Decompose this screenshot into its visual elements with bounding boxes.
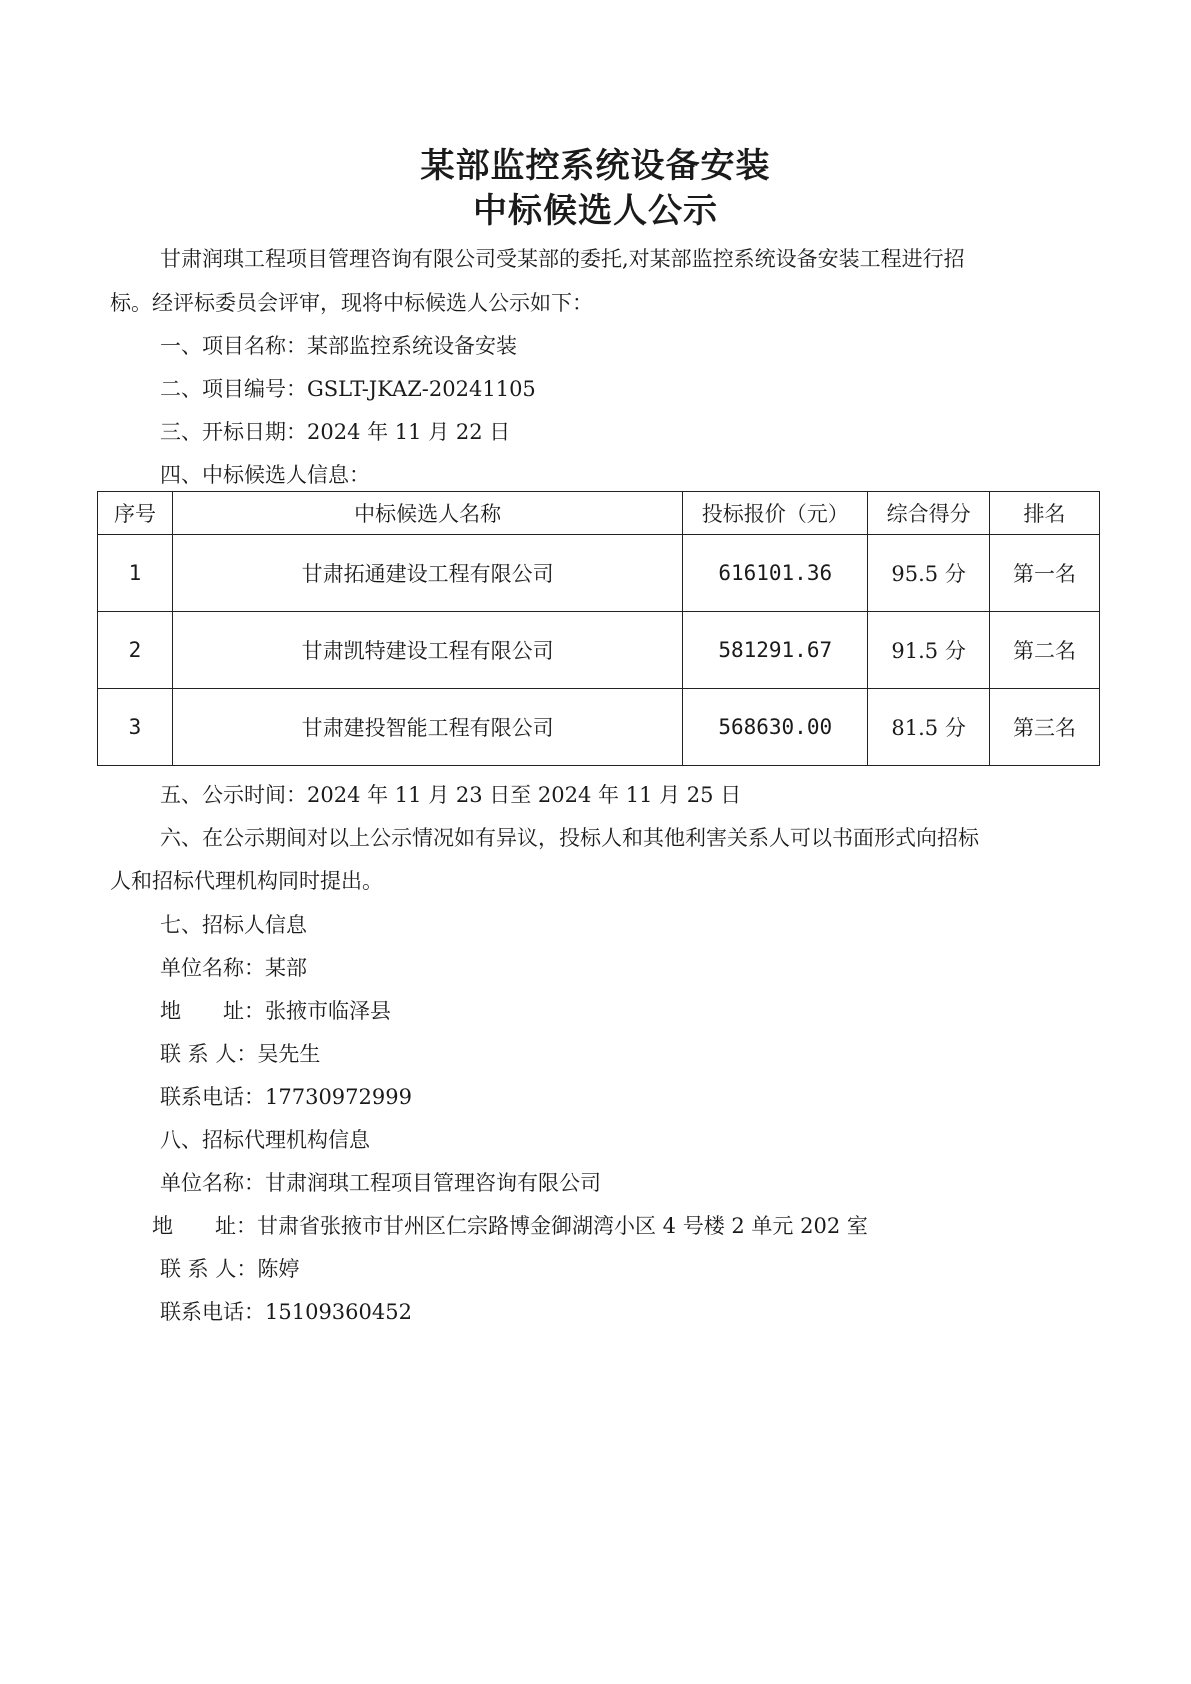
- tenderer-address-value: 张掖市临泽县: [265, 999, 391, 1023]
- agency-phone-value: 15109360452: [265, 1300, 412, 1324]
- tenderer-contact: [160, 1039, 320, 1069]
- cell-rank: 第三名: [990, 689, 1100, 766]
- col-header-rank: 排名: [990, 492, 1100, 535]
- table-row: [98, 612, 1100, 689]
- cell-score: 91.5 分: [868, 612, 990, 689]
- tenderer-address-label: 地 址：: [160, 999, 265, 1023]
- agency-heading: 八、招标代理机构信息: [160, 1128, 370, 1152]
- cell-name: 甘肃拓通建设工程有限公司: [172, 535, 682, 612]
- table-header-row: [98, 492, 1100, 535]
- agency-contact: [160, 1254, 299, 1284]
- objection-line-2: 人和招标代理机构同时提出。: [110, 869, 383, 893]
- tenderer-contact-label: 联 系 人：: [160, 1042, 258, 1066]
- candidates-heading: 四、中标候选人信息：: [160, 463, 370, 487]
- col-header-price: 投标报价（元）: [683, 492, 868, 535]
- tenderer-unit: [160, 953, 307, 983]
- cell-no: 1: [98, 535, 173, 612]
- agency-unit: [160, 1168, 601, 1198]
- agency-contact-value: 陈婷: [257, 1257, 300, 1281]
- cell-name: 甘肃凯特建设工程有限公司: [172, 612, 682, 689]
- intro-line-1: 甘肃润琪工程项目管理咨询有限公司受某部的委托,对某部监控系统设备安装工程进行招: [160, 247, 965, 271]
- tenderer-unit-label: 单位名称：: [160, 956, 265, 980]
- intro-line-2: 标。经评标委员会评审，现将中标候选人公示如下：: [110, 291, 593, 315]
- tenderer-heading: 七、招标人信息: [160, 913, 307, 937]
- cell-no: 3: [98, 689, 173, 766]
- table-row: [98, 689, 1100, 766]
- project-name: 一、项目名称：某部监控系统设备安装: [160, 334, 517, 358]
- agency-phone-label: 联系电话：: [160, 1300, 265, 1324]
- document-title: 某部监控系统设备安装: [420, 146, 771, 186]
- cell-name: 甘肃建投智能工程有限公司: [172, 689, 682, 766]
- tenderer-phone-label: 联系电话：: [160, 1085, 265, 1109]
- cell-no: 2: [98, 612, 173, 689]
- cell-rank: 第二名: [990, 612, 1100, 689]
- tenderer-phone-value: 17730972999: [265, 1085, 412, 1109]
- open-date: 三、开标日期：2024 年 11 月 22 日: [160, 420, 511, 444]
- cell-score: 81.5 分: [868, 689, 990, 766]
- agency-address: [152, 1211, 868, 1241]
- tenderer-contact-value: 吴先生: [257, 1042, 321, 1066]
- cell-rank: 第一名: [990, 535, 1100, 612]
- cell-price: 568630.00: [683, 689, 868, 766]
- candidates-table: [97, 491, 1100, 766]
- agency-phone: [160, 1297, 412, 1327]
- tenderer-unit-value: 某部: [265, 956, 307, 980]
- cell-price: 616101.36: [683, 535, 868, 612]
- col-header-no: 序号: [98, 492, 173, 535]
- cell-price: 581291.67: [683, 612, 868, 689]
- agency-unit-value: 甘肃润琪工程项目管理咨询有限公司: [265, 1171, 601, 1195]
- cell-score: 95.5 分: [868, 535, 990, 612]
- agency-unit-label: 单位名称：: [160, 1171, 265, 1195]
- tenderer-phone: [160, 1082, 412, 1112]
- agency-contact-label: 联 系 人：: [160, 1257, 258, 1281]
- col-header-name: 中标候选人名称: [172, 492, 682, 535]
- project-code: 二、项目编号：GSLT-JKAZ-20241105: [160, 377, 536, 401]
- agency-address-label: 地 址：: [152, 1214, 257, 1238]
- tenderer-address: [160, 996, 391, 1026]
- col-header-score: 综合得分: [868, 492, 990, 535]
- table-row: [98, 535, 1100, 612]
- document-subtitle: 中标候选人公示: [473, 191, 718, 231]
- publicity-time: 五、公示时间：2024 年 11 月 23 日至 2024 年 11 月 25 日: [160, 783, 742, 807]
- agency-address-value: 甘肃省张掖市甘州区仁宗路博金御湖湾小区 4 号楼 2 单元 202 室: [257, 1214, 868, 1238]
- objection-line-1: 六、在公示期间对以上公示情况如有异议，投标人和其他利害关系人可以书面形式向招标: [160, 826, 979, 850]
